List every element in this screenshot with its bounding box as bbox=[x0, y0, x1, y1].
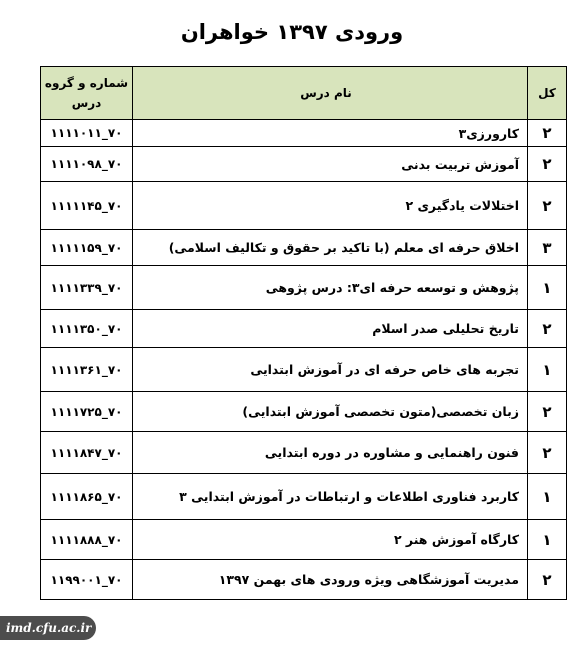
table-body bbox=[41, 119, 566, 599]
course-code-text: ۱۱۱۱۳۳۹_۷۰ bbox=[50, 280, 123, 295]
course-name-cell: کاربرد فناوری اطلاعات و ارتباطات در آموزش ابتدایی ۳ bbox=[132, 474, 527, 519]
course-code-cell bbox=[41, 474, 132, 519]
course-code-cell bbox=[41, 432, 132, 473]
table-row bbox=[41, 559, 566, 599]
course-code-text: ۱۱۱۱۱۴۵_۷۰ bbox=[50, 198, 123, 213]
course-code-cell bbox=[41, 392, 132, 431]
units-cell: ۲ bbox=[527, 182, 566, 229]
table-row bbox=[41, 146, 566, 181]
course-name-cell: پژوهش و توسعه حرفه ای۳: درس پژوهی bbox=[132, 266, 527, 309]
units-cell: ۲ bbox=[527, 120, 566, 146]
course-code-cell bbox=[41, 266, 132, 309]
units-cell: ۲ bbox=[527, 147, 566, 181]
course-code-text: ۱۱۱۱۸۸۸_۷۰ bbox=[50, 532, 123, 547]
course-name-cell: فنون راهنمایی و مشاوره در دوره ابتدایی bbox=[132, 432, 527, 473]
course-code-cell bbox=[41, 230, 132, 265]
course-name-cell: کارگاه آموزش هنر ۲ bbox=[132, 520, 527, 559]
course-code-text: ۱۱۱۱۳۶۱_۷۰ bbox=[50, 362, 123, 377]
course-code-text: ۱۱۱۱۰۱۱_۷۰ bbox=[50, 126, 123, 140]
units-cell: ۱ bbox=[527, 474, 566, 519]
course-code-text: ۱۱۱۱۳۵۰_۷۰ bbox=[50, 321, 123, 336]
course-table bbox=[40, 66, 567, 600]
course-name-cell: زبان تخصصی(متون تخصصی آموزش ابتدایی) bbox=[132, 392, 527, 431]
table-row bbox=[41, 347, 566, 391]
table-row bbox=[41, 309, 566, 347]
table-row bbox=[41, 119, 566, 146]
course-code-text: ۱۱۱۱۰۹۸_۷۰ bbox=[50, 157, 123, 171]
units-cell: ۲ bbox=[527, 560, 566, 599]
header-course-code: شماره و گروه درس bbox=[44, 76, 129, 110]
course-name-cell: مدیریت آموزشگاهی ویژه ورودی های بهمن ۱۳۹۷ bbox=[132, 560, 527, 599]
units-cell: ۲ bbox=[527, 392, 566, 431]
course-name-cell: کارورزی۳ bbox=[132, 120, 527, 146]
course-code-cell bbox=[41, 310, 132, 347]
course-code-cell bbox=[41, 560, 132, 599]
course-code-text: ۱۱۹۹۰۰۱_۷۰ bbox=[50, 572, 123, 587]
page-title: ورودی ۱۳۹۷ خواهران bbox=[180, 20, 404, 44]
course-code-cell bbox=[41, 147, 132, 181]
units-cell: ۲ bbox=[527, 432, 566, 473]
table-row bbox=[41, 473, 566, 519]
table-row bbox=[41, 181, 566, 229]
units-cell: ۱ bbox=[527, 266, 566, 309]
course-code-text: ۱۱۱۱۸۶۵_۷۰ bbox=[50, 489, 123, 504]
course-code-text: ۱۱۱۱۱۵۹_۷۰ bbox=[50, 240, 123, 255]
table-row bbox=[41, 265, 566, 309]
course-name-cell: اختلالات یادگیری ۲ bbox=[132, 182, 527, 229]
units-cell: ۲ bbox=[527, 310, 566, 347]
course-code-cell bbox=[41, 520, 132, 559]
course-name-cell: آموزش تربیت بدنی bbox=[132, 147, 527, 181]
course-name-cell: تاریخ تحلیلی صدر اسلام bbox=[132, 310, 527, 347]
units-cell: ۳ bbox=[527, 230, 566, 265]
watermark-text: imd.cfu.ac.ir bbox=[6, 621, 92, 635]
header-course-name: نام درس bbox=[132, 67, 527, 119]
course-name-cell: اخلاق حرفه ای معلم (با تاکید بر حقوق و تکالیف اسلامی) bbox=[132, 230, 527, 265]
table-row bbox=[41, 519, 566, 559]
units-cell: ۱ bbox=[527, 348, 566, 391]
site-watermark bbox=[0, 616, 96, 640]
course-code-text: ۱۱۱۱۸۴۷_۷۰ bbox=[50, 445, 123, 460]
table-row bbox=[41, 229, 566, 265]
course-code-cell bbox=[41, 348, 132, 391]
table-row bbox=[41, 431, 566, 473]
units-cell: ۱ bbox=[527, 520, 566, 559]
course-code-text: ۱۱۱۱۷۲۵_۷۰ bbox=[50, 404, 123, 419]
course-name-cell: تجربه های خاص حرفه ای در آموزش ابتدایی bbox=[132, 348, 527, 391]
course-code-cell bbox=[41, 182, 132, 229]
table-row bbox=[41, 391, 566, 431]
course-code-cell bbox=[41, 120, 132, 146]
table-header-row bbox=[41, 67, 566, 119]
header-units: کل bbox=[527, 67, 566, 119]
